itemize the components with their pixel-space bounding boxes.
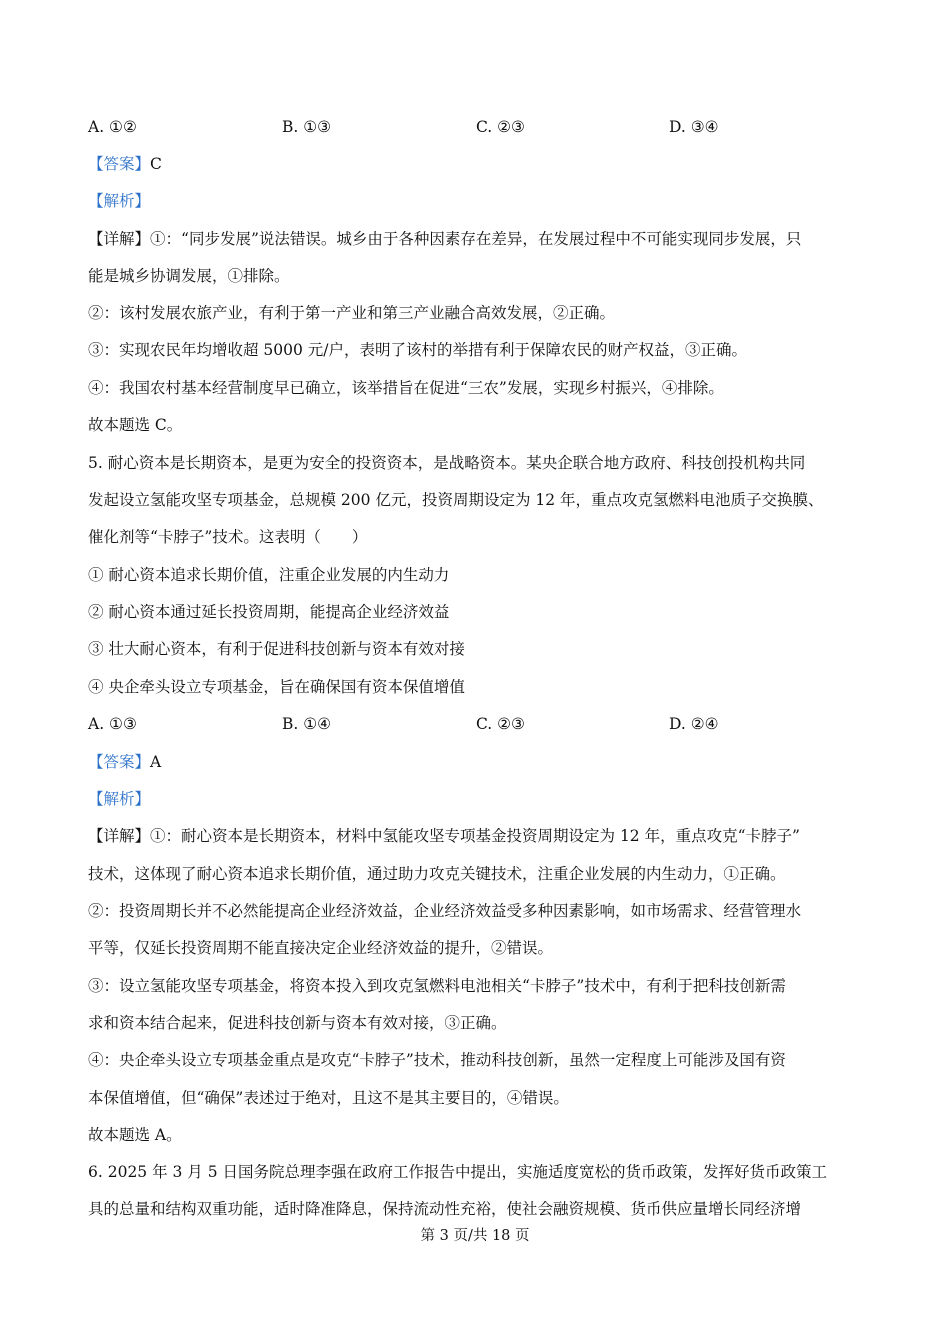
q5-detail-line-2: 技术，这体现了耐心资本追求长期价值，通过助力攻克关键技术，注重企业发展的内生动力，①正确。: [88, 865, 786, 883]
q4-detail-line-4: ③：实现农民年均增收超 5000 元/户，表明了该村的举措有利于保障农民的财产权益，③正确。: [88, 341, 748, 359]
q5-detail-line-5: ③：设立氢能攻坚专项基金，将资本投入到攻克氢燃料电池相关“卡脖子”技术中，有利于把科技创新需: [88, 977, 786, 995]
page-footer: 第 3 页/共 18 页: [420, 1228, 530, 1244]
q5-statement-1: ① 耐心资本追求长期价值，注重企业发展的内生动力: [88, 566, 450, 584]
q4-detail-line-5: ④：我国农村基本经营制度早已确立，该举措旨在促进“三农”发展，实现乡村振兴，④排除。: [88, 379, 724, 397]
q5-answer: [88, 752, 161, 772]
answer-value: A: [150, 753, 162, 771]
q5-detail-line-4: 平等，仅延长投资周期不能直接决定企业经济效益的提升，②错误。: [88, 939, 554, 957]
q4-conclusion: 故本题选 C。: [88, 416, 183, 434]
q5-option-a: A. ①③: [88, 715, 137, 733]
q4-detail-line-2: 能是城乡协调发展，①排除。: [88, 267, 290, 285]
answer-value: C: [150, 155, 162, 173]
q4-option-b: B. ①③: [282, 118, 332, 136]
q5-detail-line-3: ②：投资周期长并不必然能提高企业经济效益，企业经济效益受多种因素影响，如市场需求、经营管理水: [88, 902, 802, 920]
q5-stem-line-2: 发起设立氢能攻坚专项基金，总规模 200 亿元，投资周期设定为 12 年，重点攻克氢燃料电池质子交换膜、: [88, 491, 824, 509]
detail-text: ①：“同步发展”说法错误。城乡由于各种因素存在差异，在发展过程中不可能实现同步发展，只: [150, 230, 802, 248]
q6-stem-line-2: 具的总量和结构双重功能，适时降准降息，保持流动性充裕，使社会融资规模、货币供应量增长同经济增: [88, 1200, 802, 1218]
q4-detail-line-3: ②：该村发展农旅产业，有利于第一产业和第三产业融合高效发展，②正确。: [88, 304, 616, 322]
q5-detail-line-8: 本保值增值，但“确保”表述过于绝对，且这不是其主要目的，④错误。: [88, 1089, 569, 1107]
q5-analysis-heading: [88, 789, 150, 809]
answer-tag: 【答案】: [88, 753, 151, 771]
q5-stem-line-3: 催化剂等“卡脖子”技术。这表明（ ）: [88, 528, 368, 546]
q4-detail-line-1: [88, 229, 801, 249]
q5-option-c: C. ②③: [476, 715, 525, 733]
analysis-tag: 【解析】: [88, 790, 151, 808]
detail-tag: 【详解】: [88, 827, 151, 845]
q4-option-a: A. ①②: [88, 118, 137, 136]
q5-option-d: D. ②④: [669, 715, 719, 733]
answer-tag: 【答案】: [88, 155, 151, 173]
q5-statement-2: ② 耐心资本通过延长投资周期，能提高企业经济效益: [88, 603, 450, 621]
q4-analysis-heading: [88, 191, 150, 211]
q5-statement-3: ③ 壮大耐心资本，有利于促进科技创新与资本有效对接: [88, 640, 465, 658]
q5-statement-4: ④ 央企牵头设立专项基金，旨在确保国有资本保值增值: [88, 678, 465, 696]
q6-stem-line-1: 6. 2025 年 3 月 5 日国务院总理李强在政府工作报告中提出，实施适度宽松的货币政策，发挥好货币政策工: [88, 1163, 828, 1181]
q5-option-b: B. ①④: [282, 715, 332, 733]
q4-answer: [88, 154, 162, 174]
q5-detail-line-7: ④：央企牵头设立专项基金重点是攻克“卡脖子”技术，推动科技创新，虽然一定程度上可能涉及国有资: [88, 1051, 786, 1069]
q4-option-c: C. ②③: [476, 118, 525, 136]
detail-tag: 【详解】: [88, 230, 151, 248]
q4-option-d: D. ③④: [669, 118, 719, 136]
detail-text: ①：耐心资本是长期资本，材料中氢能攻坚专项基金投资周期设定为 12 年，重点攻克“卡脖子”: [150, 827, 800, 845]
q5-stem-line-1: 5. 耐心资本是长期资本，是更为安全的投资资本，是战略资本。某央企联合地方政府、科技创投机构共同: [88, 454, 806, 472]
q5-detail-line-1: [88, 826, 800, 846]
q5-conclusion: 故本题选 A。: [88, 1126, 182, 1144]
analysis-tag: 【解析】: [88, 192, 151, 210]
q5-detail-line-6: 求和资本结合起来，促进科技创新与资本有效对接，③正确。: [88, 1014, 507, 1032]
